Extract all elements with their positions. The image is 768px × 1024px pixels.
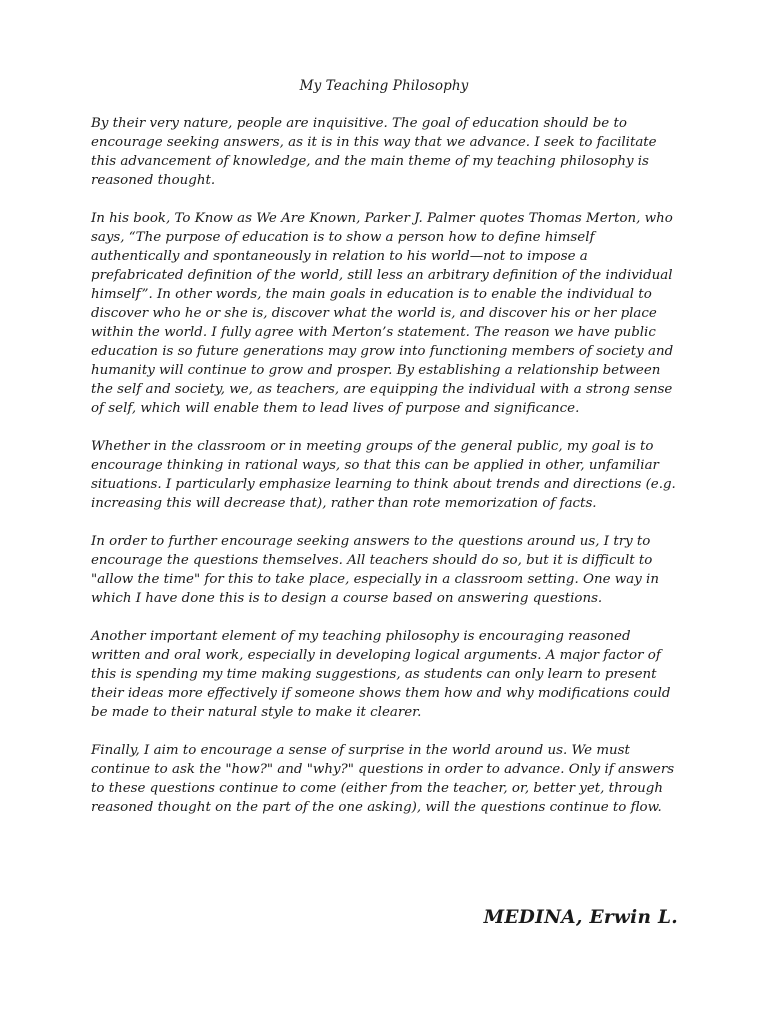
document-body — [91, 114, 681, 836]
paragraph-1: By their very nature, people are inquisitive. The goal of education should be to encourage seeking answers, as it is in this way that we advance. I seek to facilitate this advancement of knowledge, and the main theme of my teaching philosophy is reasoned thought. — [91, 116, 657, 188]
paragraph-2: In his book, To Know as We Are Known, Parker J. Palmer quotes Thomas Merton, who says, “The purpose of education is to show a person how to define himself authentically and spontaneously in relation to his world—not to impose a prefabricated definition of the world, still less an arbitrary definition of the individual himself”. In other words, the main goals in education is to enable the individual to discover who he or she is, discover what the world is, and discover his or her place within the world. I fully agree with Merton’s statement. The reason we have public education is so future generations may grow into functioning members of society and humanity will continue to grow and prosper. By establishing a relationship between the self and society, we, as teachers, are equipping the individual with a strong sense of self, which will enable them to lead lives of purpose and significance. — [91, 211, 674, 416]
paragraph-5: Another important element of my teaching philosophy is encouraging reasoned written and oral work, especially in developing logical arguments. A major factor of this is spending my time making suggestions, as students can only learn to present their ideas more effectively if someone shows them how and why modifications could be made to their natural style to make it clearer. — [91, 629, 671, 720]
page-title: My Teaching Philosophy — [299, 78, 469, 94]
paragraph-4: In order to further encourage seeking answers to the questions around us, I try to encourage the questions themselves. All teachers should do so, but it is difficult to "allow the time" for this to take place, especially in a classroom setting. One way in which I have done this is to design a course based on answering questions. — [91, 534, 659, 606]
author-signature: MEDINA, Erwin L. — [483, 907, 678, 928]
paragraph-3: Whether in the classroom or in meeting groups of the general public, my goal is to encourage thinking in rational ways, so that this can be applied in other, unfamiliar situations. I particularly emphasize learning to think about trends and directions (e.g. increasing this will decrease that), rather than rote memorization of facts. — [91, 439, 676, 511]
paragraph-6: Finally, I aim to encourage a sense of surprise in the world around us. We must continue to ask the "how?" and "why?" questions in order to advance. Only if answers to these questions continue to come (either from the teacher, or, better yet, through reasoned thought on the part of the one asking), will the questions continue to flow. — [91, 743, 675, 815]
